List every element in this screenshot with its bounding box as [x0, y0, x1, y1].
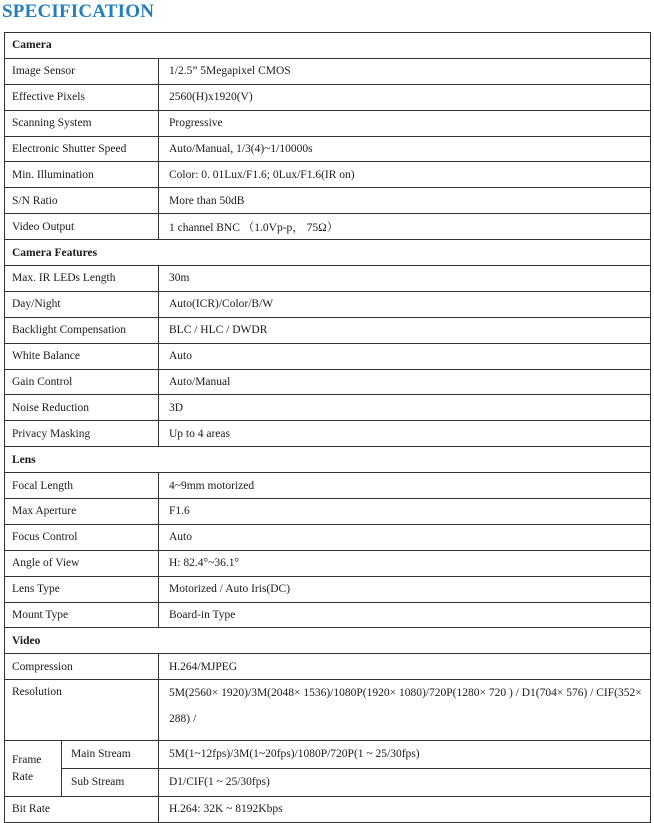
spec-label: Privacy Masking — [5, 421, 159, 447]
spec-value: Progressive — [159, 110, 651, 136]
table-row — [5, 266, 651, 292]
spec-label: Min. Illumination — [5, 162, 159, 188]
spec-value: F1.6 — [159, 499, 651, 525]
spec-value: H: 82.4°~36.1° — [159, 550, 651, 576]
spec-value: D1/CIF(1 ~ 25/30fps) — [159, 768, 651, 796]
table-row — [5, 499, 651, 525]
spec-value: H.264/MJPEG — [159, 654, 651, 680]
table-row — [5, 291, 651, 317]
section-header-camera-features — [5, 240, 651, 266]
table-row-frame-rate-main — [5, 741, 651, 768]
spec-value: More than 50dB — [159, 188, 651, 214]
table-row — [5, 188, 651, 214]
spec-label: Noise Reduction — [5, 395, 159, 421]
spec-label: Lens Type — [5, 576, 159, 602]
spec-label: Max Aperture — [5, 499, 159, 525]
spec-value: Up to 4 areas — [159, 421, 651, 447]
spec-value: Motorized / Auto Iris(DC) — [159, 576, 651, 602]
spec-value: BLC / HLC / DWDR — [159, 317, 651, 343]
table-row — [5, 214, 651, 240]
spec-value: Auto(ICR)/Color/B/W — [159, 291, 651, 317]
spec-label: Day/Night — [5, 291, 159, 317]
spec-value: 30m — [159, 266, 651, 292]
table-row — [5, 576, 651, 602]
spec-label: Focus Control — [5, 524, 159, 550]
table-row-frame-rate-sub — [5, 768, 651, 796]
section-header-video — [5, 628, 651, 654]
spec-value: 4~9mm motorized — [159, 473, 651, 499]
table-row — [5, 58, 651, 84]
spec-sublabel: Main Stream — [62, 741, 159, 768]
table-row — [5, 654, 651, 680]
table-row — [5, 343, 651, 369]
table-row — [5, 84, 651, 110]
spec-label: Compression — [5, 654, 159, 680]
frame-rate-label-line1: Frame — [5, 741, 62, 768]
spec-value: 1/2.5” 5Megapixel CMOS — [159, 58, 651, 84]
spec-label: Video Output — [5, 214, 159, 240]
frame-rate-label-line2: Rate — [5, 768, 62, 796]
table-row — [5, 524, 651, 550]
section-title: Video — [5, 628, 651, 654]
section-header-camera — [5, 33, 651, 59]
spec-value: 5M(1~12fps)/3M(1~20fps)/1080P/720P(1 ~ 25/30fps) — [159, 741, 651, 768]
table-row — [5, 369, 651, 395]
spec-value: 3D — [159, 395, 651, 421]
table-row — [5, 395, 651, 421]
table-row — [5, 421, 651, 447]
section-title: Camera — [5, 33, 651, 59]
spec-value: H.264: 32K ~ 8192Kbps — [159, 797, 651, 823]
spec-value: Auto — [159, 524, 651, 550]
spec-value: Auto/Manual — [159, 369, 651, 395]
spec-label: Image Sensor — [5, 58, 159, 84]
table-row — [5, 317, 651, 343]
table-row — [5, 797, 651, 823]
page-title: SPECIFICATION — [2, 1, 155, 22]
spec-value: 5M(2560× 1920)/3M(2048× 1536)/1080P(1920× 1080)/720P(1280× 720 ) / D1(704× 576) / CIF(352× 288) / — [159, 680, 651, 741]
spec-label: Effective Pixels — [5, 84, 159, 110]
spec-value: Auto/Manual, 1/3(4)~1/10000s — [159, 136, 651, 162]
table-row — [5, 550, 651, 576]
spec-value: 2560(H)x1920(V) — [159, 84, 651, 110]
table-row — [5, 110, 651, 136]
spec-label: Electronic Shutter Speed — [5, 136, 159, 162]
table-row — [5, 602, 651, 628]
spec-value: Auto — [159, 343, 651, 369]
spec-label: Max. IR LEDs Length — [5, 266, 159, 292]
spec-label: Backlight Compensation — [5, 317, 159, 343]
specification-table — [4, 32, 651, 823]
spec-label: Gain Control — [5, 369, 159, 395]
table-row — [5, 473, 651, 499]
section-header-lens — [5, 447, 651, 473]
spec-label: S/N Ratio — [5, 188, 159, 214]
spec-value: Color: 0. 01Lux/F1.6; 0Lux/F1.6(IR on) — [159, 162, 651, 188]
spec-label: Resolution — [5, 680, 159, 741]
spec-sublabel: Sub Stream — [62, 768, 159, 796]
spec-label: Bit Rate — [5, 797, 159, 823]
spec-label: White Balance — [5, 343, 159, 369]
spec-label: Mount Type — [5, 602, 159, 628]
spec-value: Board-in Type — [159, 602, 651, 628]
table-row — [5, 162, 651, 188]
spec-label: Scanning System — [5, 110, 159, 136]
section-title: Lens — [5, 447, 651, 473]
spec-label: Angle of View — [5, 550, 159, 576]
spec-value: 1 channel BNC （1.0Vp-p， 75Ω） — [159, 214, 651, 240]
section-title: Camera Features — [5, 240, 651, 266]
spec-label: Focal Length — [5, 473, 159, 499]
table-row — [5, 136, 651, 162]
table-row-resolution — [5, 680, 651, 741]
